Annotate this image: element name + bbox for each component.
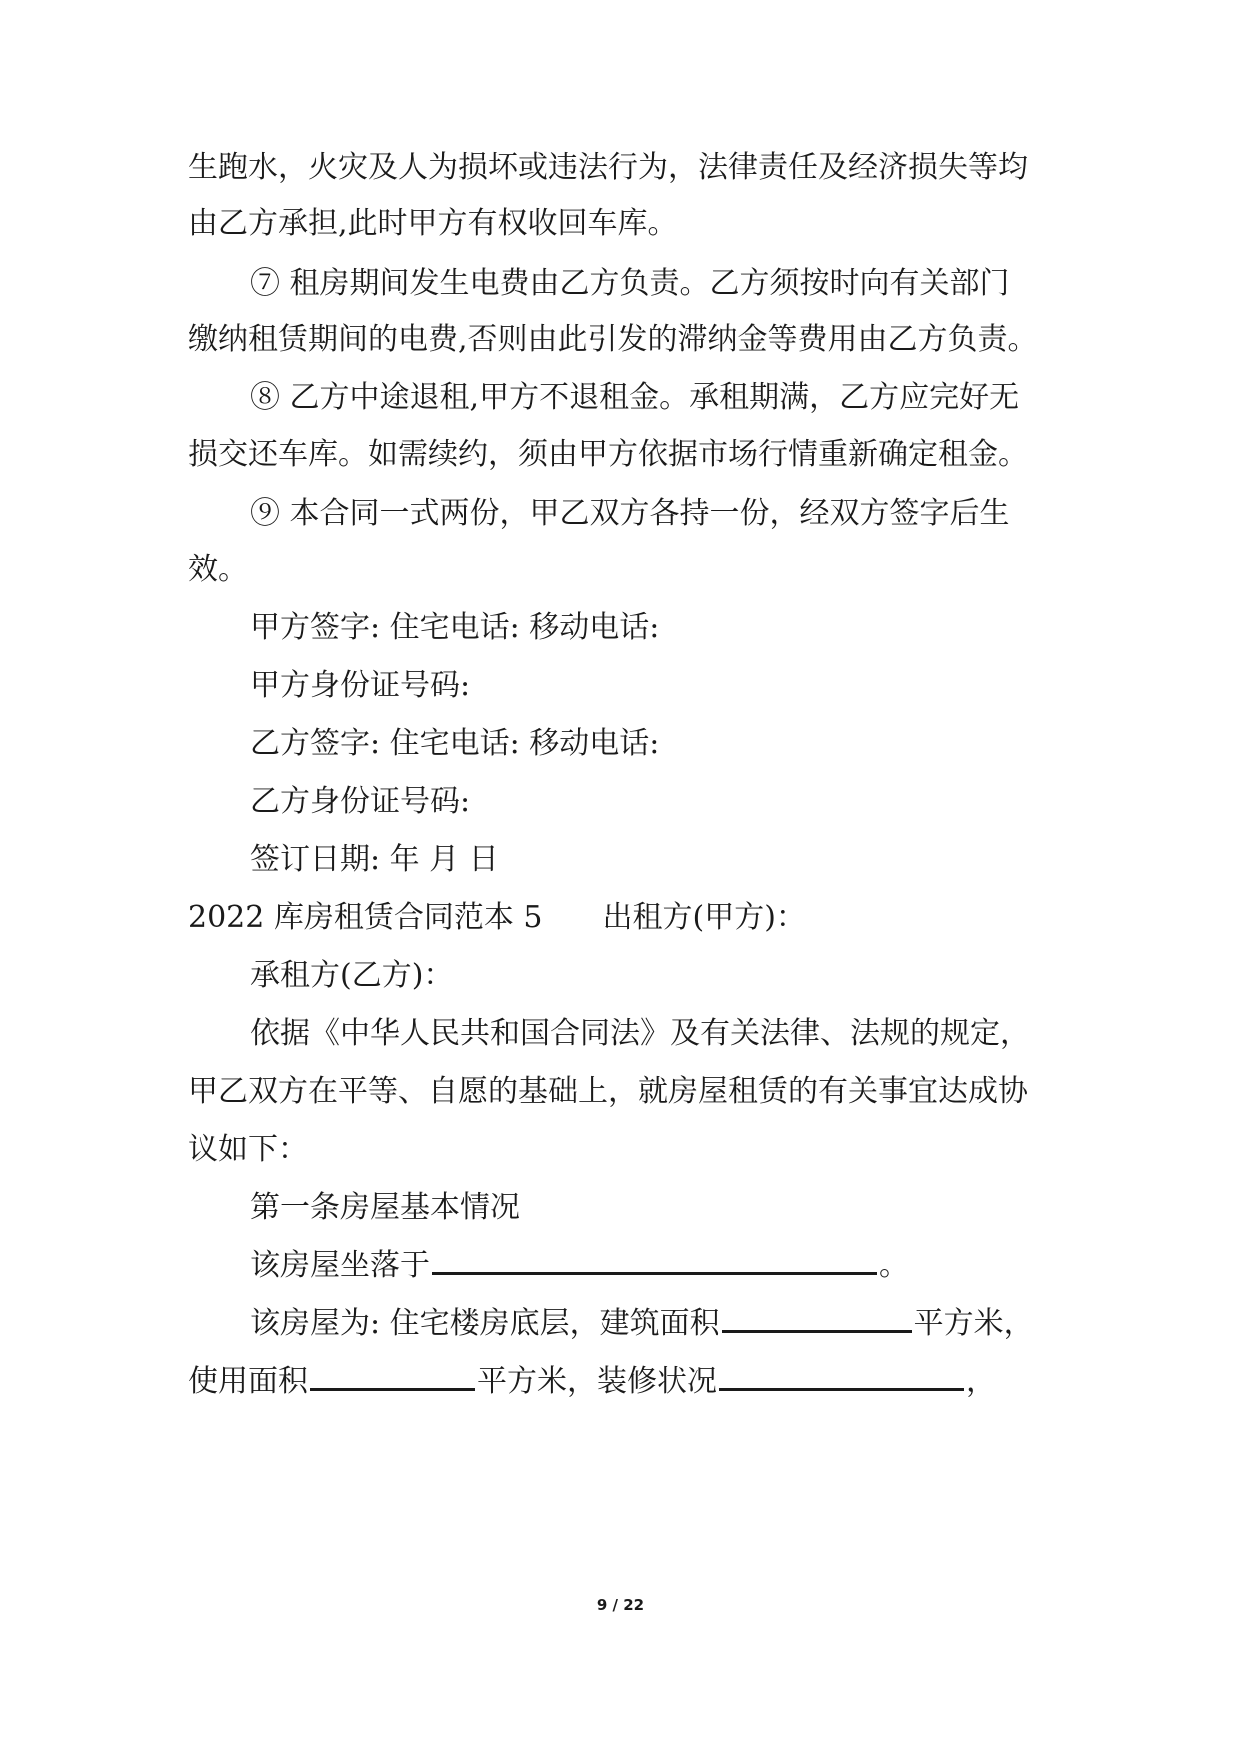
text-line: 效。 [188, 552, 248, 587]
usable-area-blank[interactable] [310, 1362, 475, 1391]
party-a-signature: 甲方签字: 住宅电话: 移动电话: [250, 610, 660, 645]
building-area-line: 该房屋为: 住宅楼房底层，建筑面积 平方米， [250, 1306, 1034, 1341]
clause-7: ⑦ 租房期间发生电费由乙方负责。乙方须按时向有关部门 [250, 266, 1010, 301]
usable-area-line: 使用面积 平方米，装修状况 ， [188, 1364, 996, 1399]
party-b-signature: 乙方签字: 住宅电话: 移动电话: [250, 726, 660, 761]
contract-title: 2022 库房租赁合同范本 5 [188, 900, 543, 935]
text-line: 议如下： [188, 1132, 308, 1167]
text-line: 缴纳租赁期间的电费,否则由此引发的滞纳金等费用由乙方负责。 [188, 322, 1038, 357]
decoration-blank[interactable] [719, 1362, 964, 1391]
clause-8: ⑧ 乙方中途退租,甲方不退租金。承租期满，乙方应完好无 [250, 380, 1020, 415]
location-blank[interactable] [432, 1246, 877, 1275]
lessor-label: 出租方(甲方)： [602, 900, 806, 935]
text-line: 依据《中华人民共和国合同法》及有关法律、法规的规定， [250, 1016, 1030, 1051]
clause-9: ⑨ 本合同一式两份，甲乙双方各持一份，经双方签字后生 [250, 496, 1010, 531]
page-number: 9 / 22 [596, 1596, 645, 1614]
text-line: 生跑水，火灾及人为损坏或违法行为，法律责任及经济损失等均 [188, 150, 1028, 185]
party-a-id: 甲方身份证号码: [250, 668, 471, 703]
lessee-label: 承租方(乙方)： [250, 958, 454, 993]
signing-date: 签订日期: 年 月 日 [250, 842, 499, 877]
article-1-heading: 第一条房屋基本情况 [250, 1190, 520, 1225]
text-line: 甲乙双方在平等、自愿的基础上，就房屋租赁的有关事宜达成协 [188, 1074, 1028, 1109]
party-b-id: 乙方身份证号码: [250, 784, 471, 819]
text-line: 由乙方承担,此时甲方有权收回车库。 [188, 206, 678, 241]
building-area-blank[interactable] [722, 1304, 912, 1333]
location-line: 该房屋坐落于 。 [250, 1248, 909, 1283]
contract-heading-line [188, 898, 806, 938]
text-line: 损交还车库。如需续约，须由甲方依据市场行情重新确定租金。 [188, 437, 1028, 472]
